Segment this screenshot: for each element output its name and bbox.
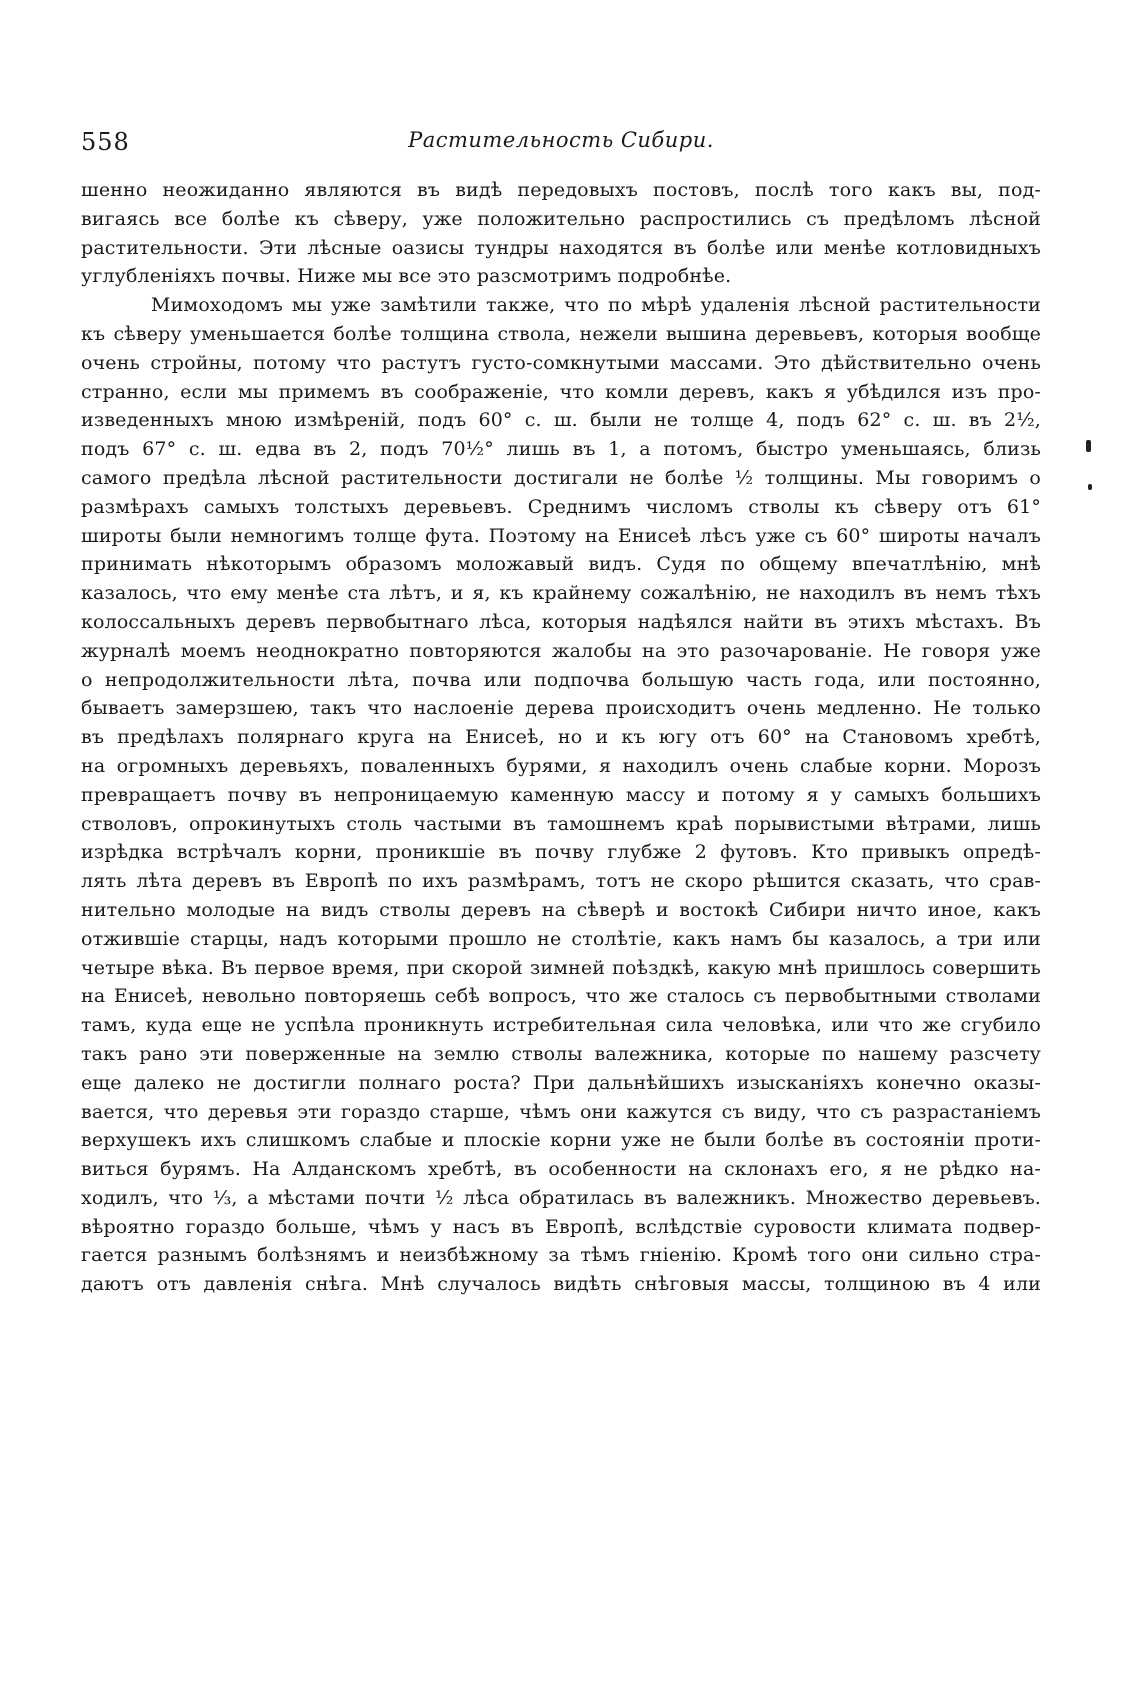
text-line: подъ 67° с. ш. едва въ 2, подъ 70½° лишь въ 1, а потомъ, быстро уменьшаясь, близь (81, 438, 1041, 461)
running-title: Растительность Сибири. (408, 128, 714, 152)
text-line: на огромныхъ деревьяхъ, поваленныхъ бурями, я находилъ очень слабые корни. Морозъ (81, 754, 1041, 777)
text-line: Мимоходомъ мы уже замѣтили также, что по мѣрѣ удаленія лѣсной растительности (151, 294, 1041, 317)
text-line: такъ рано эти поверженные на землю стволы валежника, которые по нашему разсчету (81, 1042, 1041, 1065)
text-line: нительно молодые на видъ стволы деревъ на сѣверѣ и востокѣ Сибири ничто иное, какъ (81, 898, 1041, 921)
text-line: бываетъ замерзшею, такъ что наслоеніе дерева происходитъ очень медленно. Не только (81, 697, 1041, 720)
text-line: виться бурямъ. На Алданскомъ хребтѣ, въ особенности на склонахъ его, я не рѣдко на- (81, 1158, 1041, 1181)
text-line: вается, что деревья эти гораздо старше, чѣмъ они кажутся съ виду, что съ разрастаніемъ (81, 1100, 1041, 1123)
text-line: превращаетъ почву въ непроницаемую каменную массу и потому я у самыхъ большихъ (81, 783, 1041, 806)
page-header (81, 128, 1041, 176)
text-line: странно, если мы примемъ въ соображеніе, что комли деревъ, какъ я убѣдился изъ про- (81, 380, 1041, 403)
text-line: гается разнымъ болѣзнямъ и неизбѣжному за тѣмъ гніенію. Кромѣ того они сильно стра- (81, 1244, 1041, 1267)
text-line: вигаясь все болѣе къ сѣверу, уже положительно распростились съ предѣломъ лѣсной (81, 207, 1041, 230)
text-line: верхушекъ ихъ слишкомъ слабые и плоскіе корни уже не были болѣе въ состояніи проти- (81, 1129, 1041, 1152)
text-line: еще далеко не достигли полнаго роста? При дальнѣйшихъ изысканіяхъ конечно оказы- (81, 1071, 1041, 1094)
text-line: къ сѣверу уменьшается болѣе толщина ствола, нежели вышина деревьевъ, которыя вообще (81, 322, 1041, 345)
text-line: даютъ отъ давленія снѣга. Мнѣ случалось видѣть снѣговыя массы, толщиною въ 4 или (81, 1273, 1041, 1296)
text-line: вѣроятно гораздо больше, чѣмъ у насъ въ Европѣ, вслѣдствіе суровости климата подвер- (81, 1215, 1041, 1238)
text-line: стволовъ, опрокинутыхъ столь частыми въ тамошнемъ краѣ порывистыми вѣтрами, лишь (81, 812, 1041, 835)
text-line: размѣрахъ самыхъ толстыхъ деревьевъ. Среднимъ числомъ стволы къ сѣверу отъ 61° (81, 495, 1041, 518)
body-text (81, 176, 1041, 1299)
text-line: въ предѣлахъ полярнаго круга на Енисеѣ, но и къ югу отъ 60° на Становомъ хребтѣ, (81, 726, 1041, 749)
text-line: широты были немногимъ толще фута. Поэтому на Енисеѣ лѣсъ уже съ 60° широты началъ (81, 524, 1041, 547)
text-line: колоссальныхъ деревъ первобытнаго лѣса, которыя надѣялся найти въ этихъ мѣстахъ. Въ (81, 610, 1041, 633)
text-line: журналѣ моемъ неоднократно повторяются жалобы на это разочарованіе. Не говоря уже (81, 639, 1041, 662)
book-page (81, 128, 1041, 1299)
ink-speck (1088, 484, 1092, 490)
text-line: четыре вѣка. Въ первое время, при скорой зимней поѣздкѣ, какую мнѣ пришлось совершить (81, 956, 1041, 979)
text-line: очень стройны, потому что растутъ густо-сомкнутыми массами. Это дѣйствительно очень (81, 351, 1041, 374)
text-line: ходилъ, что ⅓, а мѣстами почти ½ лѣса обратилась въ валежникъ. Множество деревьевъ. (81, 1186, 1041, 1209)
text-line: изрѣдка встрѣчалъ корни, проникшіе въ почву глубже 2 футовъ. Кто привыкъ опредѣ- (81, 841, 1041, 864)
margin-ink-marks (1080, 440, 1100, 500)
ink-speck (1086, 440, 1091, 452)
text-line: казалось, что ему менѣе ста лѣтъ, и я, къ крайнему сожалѣнію, не находилъ въ немъ тѣхъ (81, 582, 1041, 605)
text-line: о непродолжительности лѣта, почва или подпочва большую часть года, или постоянно, (81, 668, 1041, 691)
text-line: лять лѣта деревъ въ Европѣ по ихъ размѣрамъ, тотъ не скоро рѣшится сказать, что срав- (81, 870, 1041, 893)
text-line: тамъ, куда еще не успѣла проникнуть истребительная сила человѣка, или что же сгубило (81, 1014, 1041, 1037)
text-line: изведенныхъ мною измѣреній, подъ 60° с. ш. были не толще 4, подъ 62° с. ш. въ 2½, (81, 409, 1041, 432)
text-line: углубленіяхъ почвы. Ниже мы все это разсмотримъ подробнѣе. (81, 265, 732, 288)
text-line: на Енисеѣ, невольно повторяешь себѣ вопросъ, что же сталось съ первобытными стволами (81, 985, 1041, 1008)
text-line: принимать нѣкоторымъ образомъ моложавый видъ. Судя по общему впечатлѣнію, мнѣ (81, 553, 1041, 576)
text-line: шенно неожиданно являются въ видѣ передовыхъ постовъ, послѣ того какъ вы, под- (81, 179, 1041, 201)
page-number: 558 (81, 128, 130, 156)
text-line: растительности. Эти лѣсные оазисы тундры находятся въ болѣе или менѣе котловидныхъ (81, 236, 1041, 259)
text-line: отжившіе старцы, надъ которыми прошло не столѣтіе, какъ намъ бы казалось, а три или (81, 927, 1041, 950)
text-line: самого предѣла лѣсной растительности достигали не болѣе ½ толщины. Мы говоримъ о (81, 466, 1041, 489)
